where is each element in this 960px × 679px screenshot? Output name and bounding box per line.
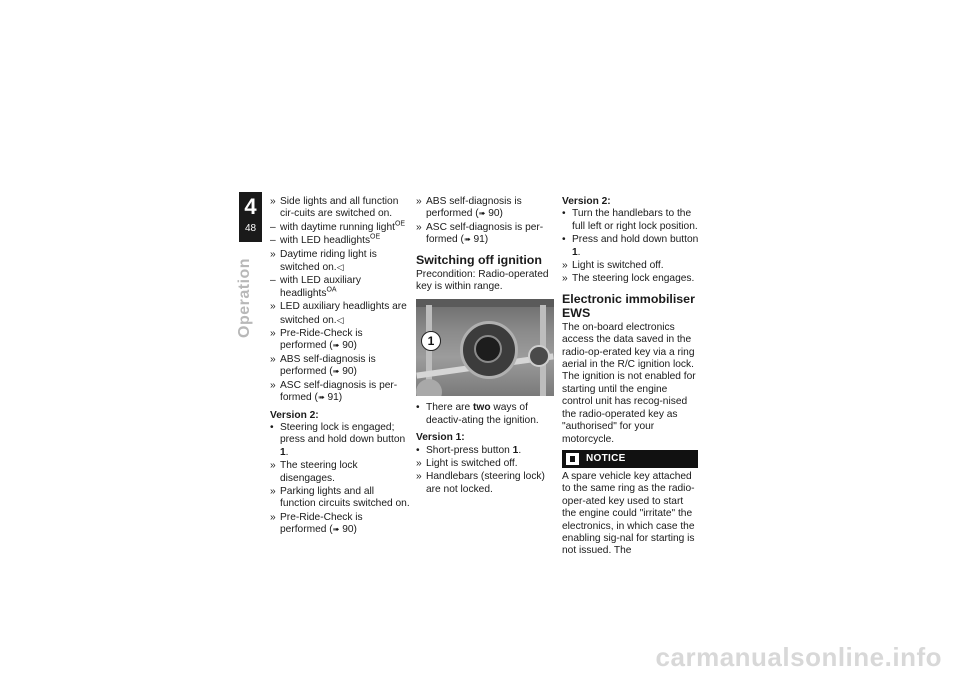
option-superscript: OA <box>326 286 337 294</box>
bullet-marker: • <box>270 421 274 433</box>
list-item <box>270 380 410 405</box>
bullet-marker: • <box>416 402 420 414</box>
list-item <box>270 235 410 247</box>
list-item-text: Press and hold down button <box>572 234 699 246</box>
page-ref[interactable]: 90) <box>339 340 357 352</box>
list-item-end: . <box>518 444 522 456</box>
list-item <box>270 328 410 353</box>
list-item-end: ways of deactiv-ating the ignition. <box>426 402 539 426</box>
list-item <box>270 275 410 300</box>
watermark: carmanualsonline.info <box>655 642 942 672</box>
list-item-text: with LED auxiliary headlights <box>280 275 361 299</box>
section-heading-ews: Electronic immobiliser EWS <box>562 291 695 320</box>
page-ref[interactable]: 91) <box>324 392 343 404</box>
list-item <box>270 249 410 275</box>
column-3 <box>562 196 700 560</box>
page-number: 48 <box>244 223 257 234</box>
list-item-text: The steering lock engages. <box>572 273 695 285</box>
list-item-text: Light is switched off. <box>426 458 518 470</box>
option-superscript: OE <box>394 220 406 228</box>
bullet-marker: » <box>416 471 422 483</box>
callout-1: 1 <box>421 331 441 351</box>
list-item-text: ASC self-diagnosis is per-formed ( <box>280 379 398 404</box>
bullet-marker: » <box>270 485 276 497</box>
bullet-marker: » <box>562 273 568 285</box>
list-item <box>270 512 410 537</box>
page-ref[interactable]: 90) <box>339 366 357 378</box>
list-item-text: Short-press button <box>426 444 513 456</box>
list-item-text: There are <box>426 402 473 414</box>
list-item <box>562 208 700 233</box>
list-item-text: Light is switched off. <box>572 260 664 272</box>
list-item-text: Side lights and all function cir-cuits are switched on. <box>280 196 399 220</box>
bullet-marker: » <box>270 328 276 340</box>
page-ref-arrow-icon: ➠ <box>463 235 471 245</box>
page-ref-arrow-icon: ➠ <box>332 525 340 535</box>
list-item <box>270 486 410 511</box>
page-ref[interactable]: 90) <box>339 524 357 536</box>
bullet-marker: » <box>416 458 422 470</box>
column-1 <box>270 196 410 538</box>
page-ref-arrow-icon: ➠ <box>332 341 340 351</box>
version-2-heading: Version 2: <box>270 409 319 421</box>
precondition-text: Precondition: Radio-operated key is within range. <box>416 268 549 293</box>
list-item <box>270 196 410 221</box>
bullet-marker: » <box>416 196 422 207</box>
bold-term: 1 <box>572 246 578 258</box>
bullet-marker: » <box>270 301 276 313</box>
list-item-text: Parking lights and all function circuits switched on. <box>280 485 410 510</box>
col2-top-list <box>416 196 554 247</box>
section-label: Operation <box>236 257 253 338</box>
notice-banner <box>562 450 698 468</box>
list-item-text: Steering lock is engaged; press and hold down button <box>280 421 406 446</box>
list-item <box>416 196 554 221</box>
bullet-marker: • <box>562 208 566 220</box>
bullet-marker: – <box>270 275 276 287</box>
list-item-text: LED auxiliary headlights are switched on. <box>280 301 407 326</box>
list-item <box>416 471 554 496</box>
list-item-end: . <box>285 446 289 458</box>
list-item-text: Handlebars (steering lock) are not locked. <box>426 471 545 495</box>
bullet-marker: » <box>270 353 276 365</box>
list-item-text: ABS self-diagnosis is performed ( <box>280 353 376 378</box>
list-item-text: ASC self-diagnosis is per-formed ( <box>426 221 544 246</box>
list-item-text: Daytime riding light is switched on. <box>280 248 377 274</box>
list-item <box>562 273 700 285</box>
list-item <box>270 422 410 459</box>
col1-list <box>270 196 410 405</box>
ews-paragraph: The on-board electronics access the data saved in the radio-op-erated key via a ring aerial in the R/C ignition lock. The ignition is not enabled for starting until the engine control unit has recog-nised the radio-operated key as "authorised" for your motorcycle. <box>562 321 696 445</box>
notice-label: NOTICE <box>586 452 626 464</box>
bullet-marker: » <box>416 221 422 233</box>
list-item <box>270 460 410 485</box>
bullet-marker: – <box>270 235 276 247</box>
list-item-text: Turn the handlebars to the full left or right lock position. <box>572 208 698 232</box>
bullet-marker: » <box>270 196 276 207</box>
list-item <box>416 222 554 247</box>
list-item <box>270 222 410 234</box>
list-item <box>562 234 700 259</box>
bold-term: two <box>473 402 491 414</box>
section-heading-switching-off: Switching off ignition <box>416 252 542 267</box>
page-ref-arrow-icon: ➠ <box>478 209 486 219</box>
col2-version1-list <box>416 445 554 497</box>
version-2-heading-col3: Version 2: <box>562 196 611 207</box>
ignition-photo <box>416 299 554 396</box>
list-item <box>562 260 700 272</box>
version-1-heading: Version 1: <box>416 432 465 444</box>
bullet-marker: • <box>562 234 566 246</box>
bullet-marker: » <box>270 379 276 391</box>
bullet-marker: • <box>416 444 420 456</box>
end-triangle-icon: ◁ <box>336 262 344 273</box>
list-item-text: with daytime running light <box>280 221 395 233</box>
bold-term: 1 <box>512 444 519 456</box>
list-item <box>416 445 554 457</box>
bullet-marker: » <box>270 248 276 260</box>
page-ref-arrow-icon: ➠ <box>332 367 340 377</box>
list-item-text: with LED headlights <box>280 235 371 247</box>
page-ref[interactable]: 90) <box>485 208 503 220</box>
list-item <box>270 354 410 379</box>
bullet-marker: » <box>270 460 276 472</box>
col1-version2-list <box>270 422 410 537</box>
list-item-text: The steering lock disengages. <box>280 460 358 484</box>
bullet-marker: » <box>270 511 276 523</box>
col2-mid-list <box>416 402 554 427</box>
column-2 <box>416 196 554 497</box>
list-item-text: Pre-Ride-Check is performed ( <box>280 328 363 352</box>
col3-version2-list <box>562 208 700 285</box>
list-item-text: ABS self-diagnosis is performed ( <box>426 196 522 220</box>
notice-paragraph: A spare vehicle key attached to the same ring as the radio-oper-ated key used to start the engine could "irritate" the electronics, in which case the enabling sig-nal for starting is not issued. The <box>562 470 695 557</box>
list-item-end: . <box>577 246 581 258</box>
list-item <box>416 402 554 427</box>
list-item-text: Pre-Ride-Check is performed ( <box>280 511 363 536</box>
chapter-number: 4 <box>244 194 257 219</box>
end-triangle-icon: ◁ <box>336 314 344 325</box>
option-superscript: OE <box>370 233 381 241</box>
page-ref[interactable]: 91) <box>470 234 489 246</box>
chapter-tab <box>239 192 262 242</box>
list-item <box>416 458 554 470</box>
page-ref-arrow-icon: ➠ <box>317 393 325 403</box>
bullet-marker: » <box>562 260 568 272</box>
notice-icon <box>566 453 579 465</box>
bullet-marker: – <box>270 221 276 233</box>
bold-term: 1 <box>280 446 286 458</box>
list-item <box>270 301 410 327</box>
